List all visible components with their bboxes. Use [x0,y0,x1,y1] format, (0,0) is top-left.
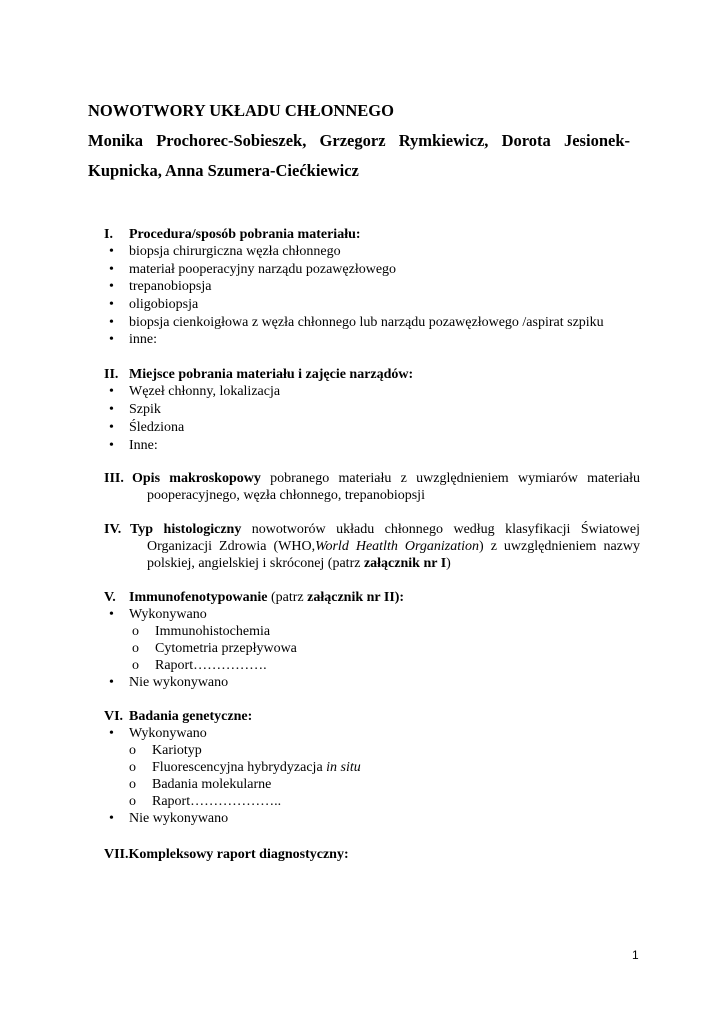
sub-list-item: o Raport……………. [132,658,267,673]
list-item: • Śledziona [109,420,185,435]
section-number: V. [104,590,116,605]
sub-list-item: o Raport……………….. [129,794,282,809]
bullet-icon: • [109,402,114,417]
circle-bullet-icon: o [129,760,136,775]
section-number: VI. [104,709,124,724]
authors-line-2: Kupnicka, Anna Szumera-Ciećkiewicz [88,161,359,180]
list-item: • trepanobiopsja [109,279,212,294]
list-item: • inne: [109,332,157,347]
bullet-icon: • [109,262,114,277]
list-item: • Wykonywano [109,607,207,622]
bullet-icon: • [109,332,114,347]
circle-bullet-icon: o [129,777,136,792]
list-item: • Nie wykonywano [109,675,229,690]
section-title: Badania genetyczne: [129,709,253,724]
circle-bullet-icon: o [129,794,136,809]
section-number: VII. [104,847,129,862]
section-5-heading: V. Immunofenotypowanie (patrz załącznik nr II): [104,590,405,605]
document-title: NOWOTWORY UKŁADU CHŁONNEGO [88,101,394,120]
bullet-icon: • [109,726,114,741]
bullet-icon: • [109,279,114,294]
sub-list-item: o Badania molekularne [129,777,272,792]
list-item: • Węzeł chłonny, lokalizacja [109,384,281,399]
sub-list-item: o Immunohistochemia [132,624,271,639]
bullet-icon: • [109,297,114,312]
list-item: • biopsja chirurgiczna węzła chłonnego [109,244,341,259]
section-number: IV. [104,522,122,537]
list-item: • biopsja cienkoigłowa z węzła chłonnego lub narządu pozawęzłowego /aspirat szpiku [109,315,604,330]
bullet-icon: • [109,244,114,259]
section-3-line-1: III. Opis makroskopowy pobranego materiału z uwzględnieniem wymiarów materiału [104,471,640,486]
bullet-icon: • [109,675,114,690]
list-item: • Nie wykonywano [109,811,229,826]
bullet-icon: • [109,607,114,622]
circle-bullet-icon: o [132,641,139,656]
section-4-line-3: polskiej, angielskiej i skróconej (patrz załącznik nr I) [147,556,451,571]
section-title: Kompleksowy raport diagnostyczny: [128,847,349,862]
section-1-heading [104,226,640,243]
section-title: Procedura/sposób pobrania materiału: [129,227,361,242]
section-6-heading [104,708,640,725]
section-number: I. [104,227,113,242]
section-4-line-1: IV. Typ histologiczny nowotworów układu chłonnego według klasyfikacji Światowej [104,522,640,537]
authors-line-1: Monika Prochorec-Sobieszek, Grzegorz Rymkiewicz, Dorota Jesionek- [88,131,630,150]
list-item: • Wykonywano [109,726,207,741]
section-7-heading [104,846,640,863]
list-item: • materiał pooperacyjny narządu pozawęzłowego [109,262,397,277]
list-item: • Szpik [109,402,161,417]
sub-list-item: o Kariotyp [129,743,202,758]
bullet-icon: • [109,315,114,330]
circle-bullet-icon: o [132,624,139,639]
section-title: Miejsce pobrania materiału i zajęcie narządów: [129,367,414,382]
bullet-icon: • [109,384,114,399]
section-4-line-2: Organizacji Zdrowia (WHO,World Heatlth Organization) z uwzględnieniem nazwy [147,539,640,554]
sub-list-item: o Cytometria przepływowa [132,641,297,656]
circle-bullet-icon: o [132,658,139,673]
section-3-line-2: pooperacyjnego, węzła chłonnego, trepanobiopsji [147,488,425,503]
list-item: • oligobiopsja [109,297,199,312]
list-item: • Inne: [109,438,158,453]
bullet-icon: • [109,420,114,435]
section-2-heading [104,366,640,383]
page-number: 1 [632,948,639,962]
bullet-icon: • [109,438,114,453]
circle-bullet-icon: o [129,743,136,758]
section-number: III. [104,471,124,486]
section-number: II. [104,367,119,382]
sub-list-item: o Fluorescencyjna hybrydyzacja in situ [129,760,361,775]
bullet-icon: • [109,811,114,826]
